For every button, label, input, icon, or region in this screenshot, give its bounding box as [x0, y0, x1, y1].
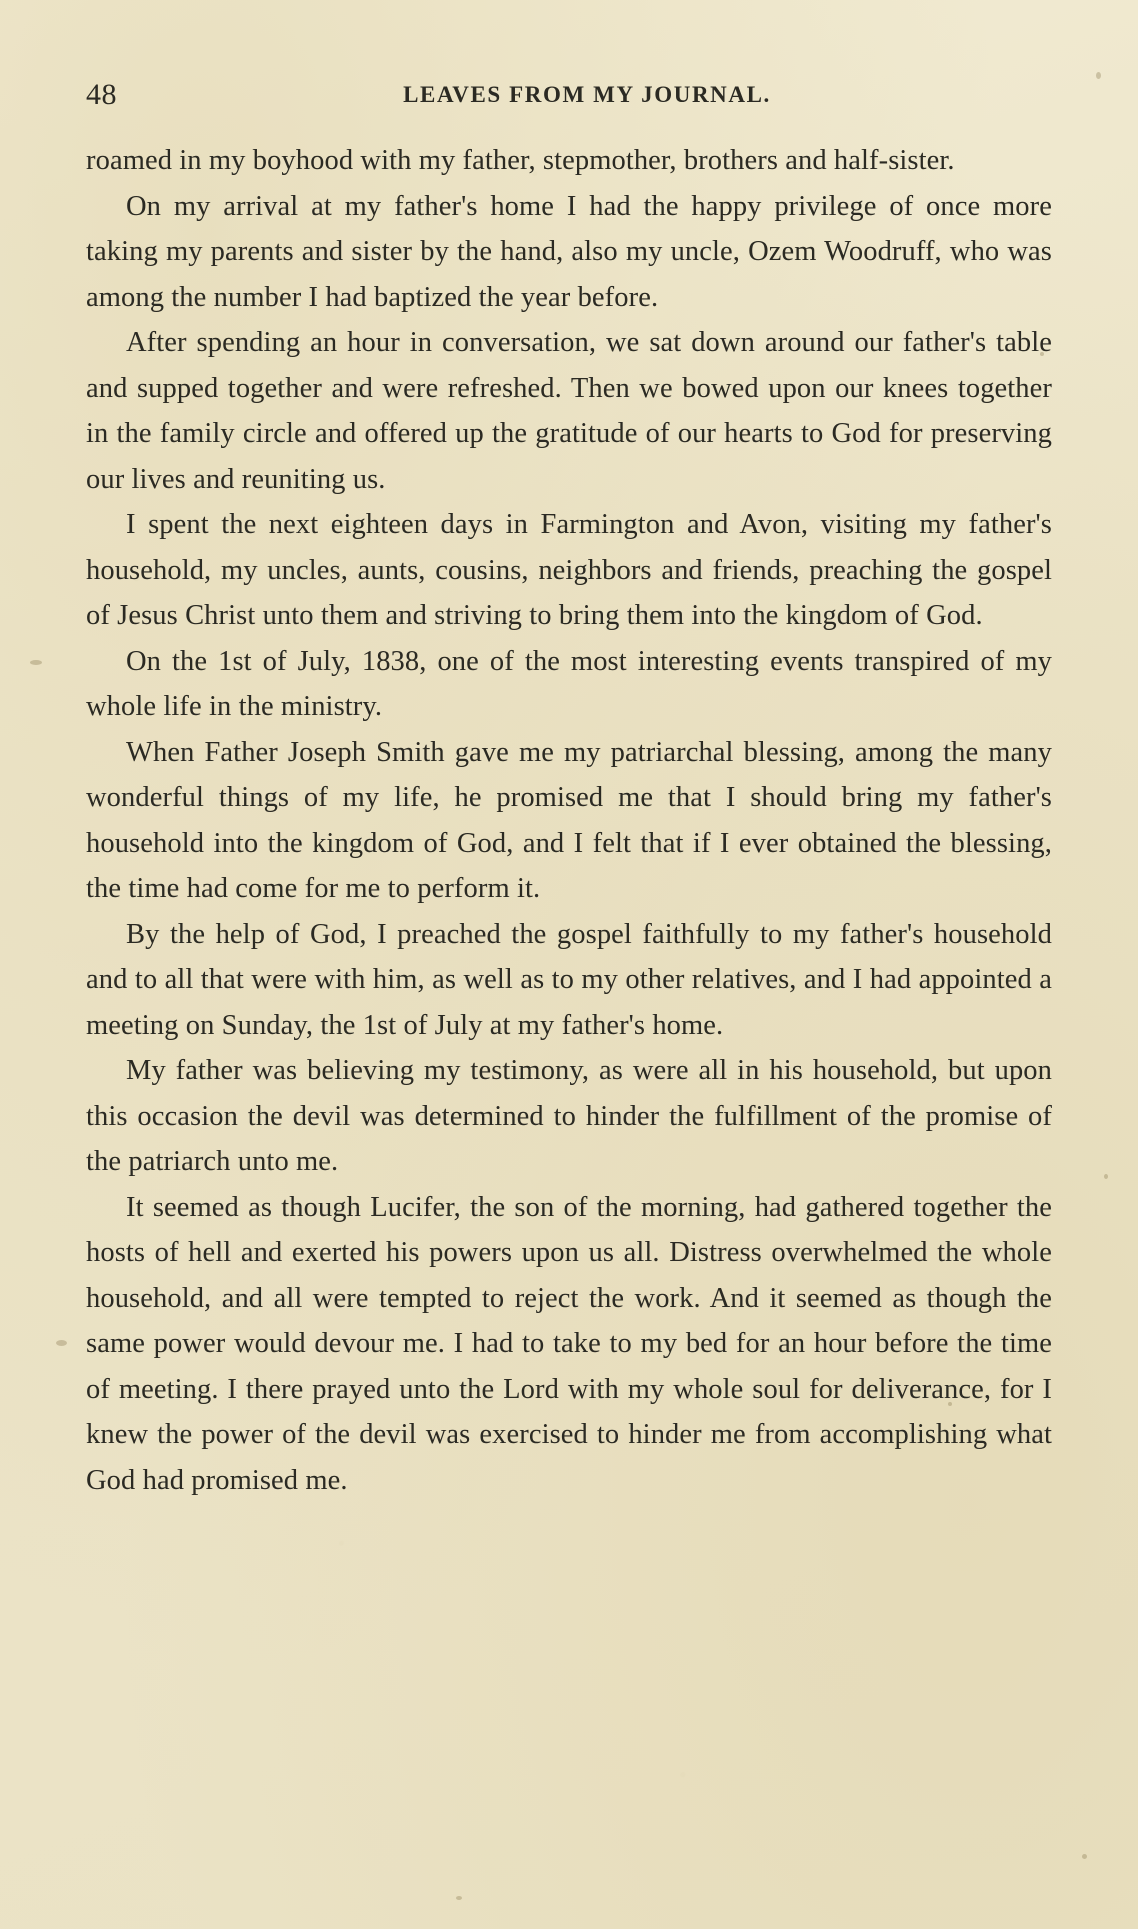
paragraph: By the help of God, I preached the gospel faithfully to my father's household and to all that were with him, as well as to my other relatives, and I had appointed a meeting on Sunday, the 1st of July at my father's home. — [86, 918, 1052, 1041]
paragraph: After spending an hour in conversation, we sat down around our father's table and supped together and were refreshed. Then we bowed upon our knees together in the family circle and offered up the gratitude of our hearts to God for preserving our lives and reuniting us. — [86, 327, 1052, 495]
page-number: 48 — [86, 78, 117, 111]
paper-speck — [1096, 72, 1101, 79]
paragraph: My father was believing my testimony, as were all in his household, but upon this occasion the devil was determined to hinder the fulfillment of the promise of the patriarch unto me. — [86, 1055, 1052, 1177]
page-header — [86, 78, 1052, 112]
paper-speck — [456, 1896, 462, 1900]
paragraph: When Father Joseph Smith gave me my patriarchal blessing, among the many wonderful things of my life, he promised me that I should bring my father's household into the kingdom of God, and I felt that if I ever obtained the blessing, the time had come for me to perform it. — [86, 736, 1052, 904]
paragraph: It seemed as though Lucifer, the son of the morning, had gathered together the hosts of hell and exerted his powers upon us all. Distress overwhelmed the whole household, and all were tempted to reject the work. And it seemed as though the same power would devour me. I had to take to my bed for an hour before the time of meeting. I there prayed unto the Lord with my whole soul for deliverance, for I knew the power of the devil was exercised to hinder me from accomplishing what God had promised me. — [86, 1191, 1052, 1496]
paper-speck — [1082, 1854, 1087, 1859]
running-head: LEAVES FROM MY JOURNAL. — [403, 82, 771, 107]
paper-speck — [30, 660, 42, 665]
paragraph: On the 1st of July, 1838, one of the most interesting events transpired of my whole life in the ministry. — [86, 645, 1052, 722]
paper-speck — [1104, 1174, 1108, 1179]
paragraph: On my arrival at my father's home I had the happy privilege of once more taking my parents and sister by the hand, also my uncle, Ozem Woodruff, who was among the number I had baptized the year before. — [86, 190, 1052, 313]
paper-speck — [56, 1340, 67, 1346]
paragraph: I spent the next eighteen days in Farmington and Avon, visiting my father's household, my uncles, aunts, cousins, neighbors and friends, preaching the gospel of Jesus Christ unto them and striving to bring them into the kingdom of God. — [86, 509, 1052, 631]
page-body — [86, 138, 1052, 1503]
paragraph: roamed in my boyhood with my father, stepmother, brothers and half-sister. — [86, 145, 955, 176]
